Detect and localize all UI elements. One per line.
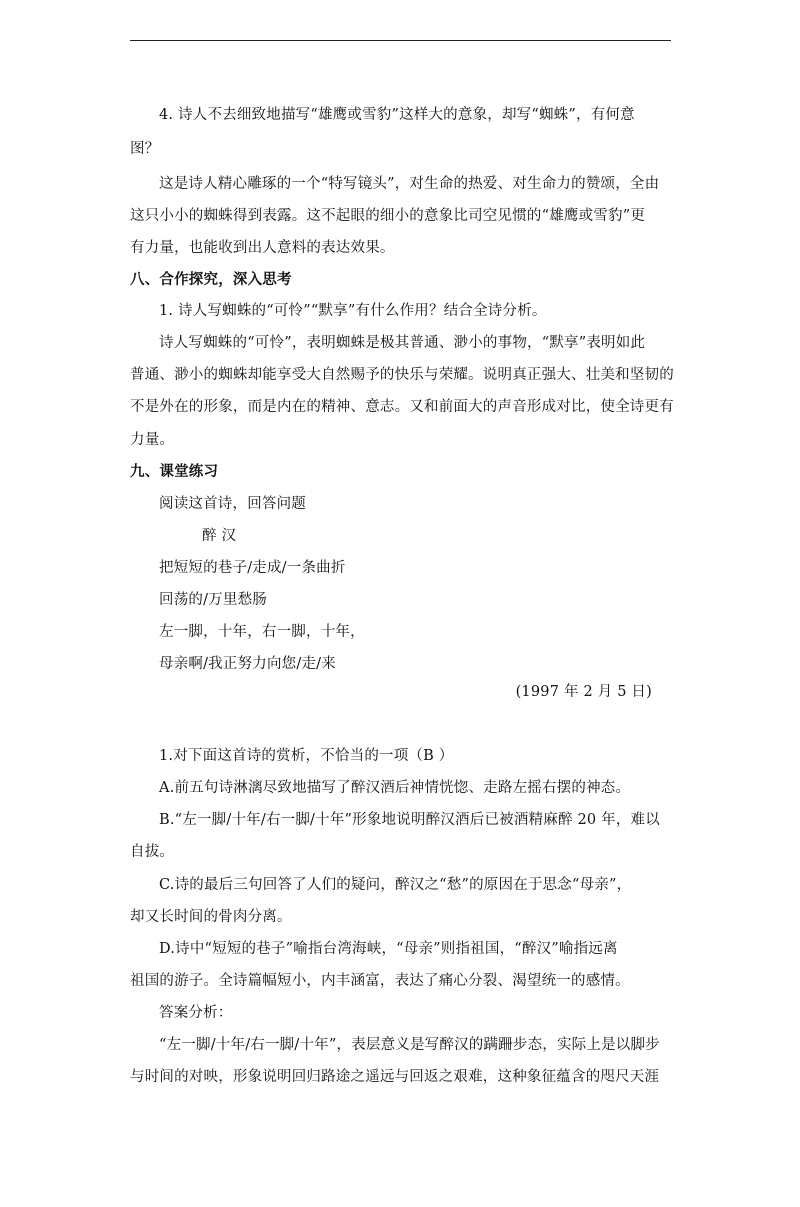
section8-answer-line2: 普通、渺小的蜘蛛却能享受大自然赐予的快乐与荣耀。说明真正强大、壮美和坚韧的 (130, 367, 674, 383)
option-a: A.前五句诗淋漓尽致地描写了醉汉酒后神情恍惚、走路左摇右摆的神态。 (159, 780, 631, 796)
analysis-line1: “左一脚/十年/右一脚/十年”，表层意义是写醉汉的蹒跚步态，实际上是以脚步 (159, 1037, 660, 1053)
q4-question-line2: 图？ (130, 141, 160, 157)
section8-question: 1. 诗人写蜘蛛的“可怜”“默享”有什么作用？结合全诗分析。 (159, 303, 547, 319)
poem-line-4: 母亲啊/我正努力向您/走/来 (159, 656, 336, 672)
section8-answer-line4: 力量。 (130, 432, 175, 448)
poem-line-1: 把短短的巷子/走成/一条曲折 (159, 560, 346, 576)
option-c-line2: 却又长时间的骨肉分离。 (130, 909, 292, 925)
section8-answer-line3: 不是外在的形象，而是内在的精神、意志。又和前面大的声音形成对比，使全诗更有 (130, 399, 674, 415)
option-b-line2: 自拔。 (130, 844, 175, 860)
option-d-line2: 祖国的游子。全诗篇幅短小，内丰涵富，表达了痛心分裂、渴望统一的感情。 (130, 973, 630, 989)
section8-answer-line1: 诗人写蜘蛛的“可怜”，表明蜘蛛是极其普通、渺小的事物，“默享”表明如此 (159, 335, 646, 351)
option-d-line1: D.诗中“短短的巷子”喻指台湾海峡，“母亲”则指祖国，“醉汉”喻指远离 (159, 941, 618, 957)
mcq-stem: 1.对下面这首诗的赏析，不恰当的一项（B ） (159, 748, 454, 764)
q4-answer-line1: 这是诗人精心雕琢的一个“特写镜头”，对生命的热爱、对生命力的赞颂，全由 (159, 176, 660, 192)
section9-instruction: 阅读这首诗，回答问题 (159, 496, 306, 512)
q4-answer-line2: 这只小小的蜘蛛得到表露。这不起眼的细小的意象比司空见惯的“雄鹰或雪豹”更 (130, 208, 646, 224)
header-rule (130, 40, 671, 41)
option-c-line1: C.诗的最后三句回答了人们的疑问，醉汉之“愁”的原因在于思念“母亲”， (159, 877, 632, 893)
analysis-label: 答案分析： (159, 1005, 233, 1021)
poem-date: (1997 年 2 月 5 日) (515, 684, 652, 700)
section9-heading: 九、课堂练习 (130, 463, 219, 480)
q4-answer-line3: 有力量，也能收到出人意料的表达效果。 (130, 240, 395, 256)
section8-heading: 八、合作探究，深入思考 (130, 271, 292, 288)
poem-line-3: 左一脚，十年，右一脚，十年， (159, 624, 365, 640)
q4-question-line1: 4. 诗人不去细致地描写“雄鹰或雪豹”这样大的意象，却写“蜘蛛”，有何意 (159, 107, 635, 123)
poem-line-2: 回荡的/万里愁肠 (159, 592, 267, 608)
analysis-line2: 与时间的对映，形象说明回归路途之遥远与回返之艰难，这种象征蕴含的咫尺天涯 (130, 1069, 660, 1085)
poem-title: 醉 汉 (202, 528, 237, 544)
option-b-line1: B.“左一脚/十年/右一脚/十年”形象地说明醉汉酒后已被酒精麻醉 20 年，难以 (159, 812, 660, 828)
